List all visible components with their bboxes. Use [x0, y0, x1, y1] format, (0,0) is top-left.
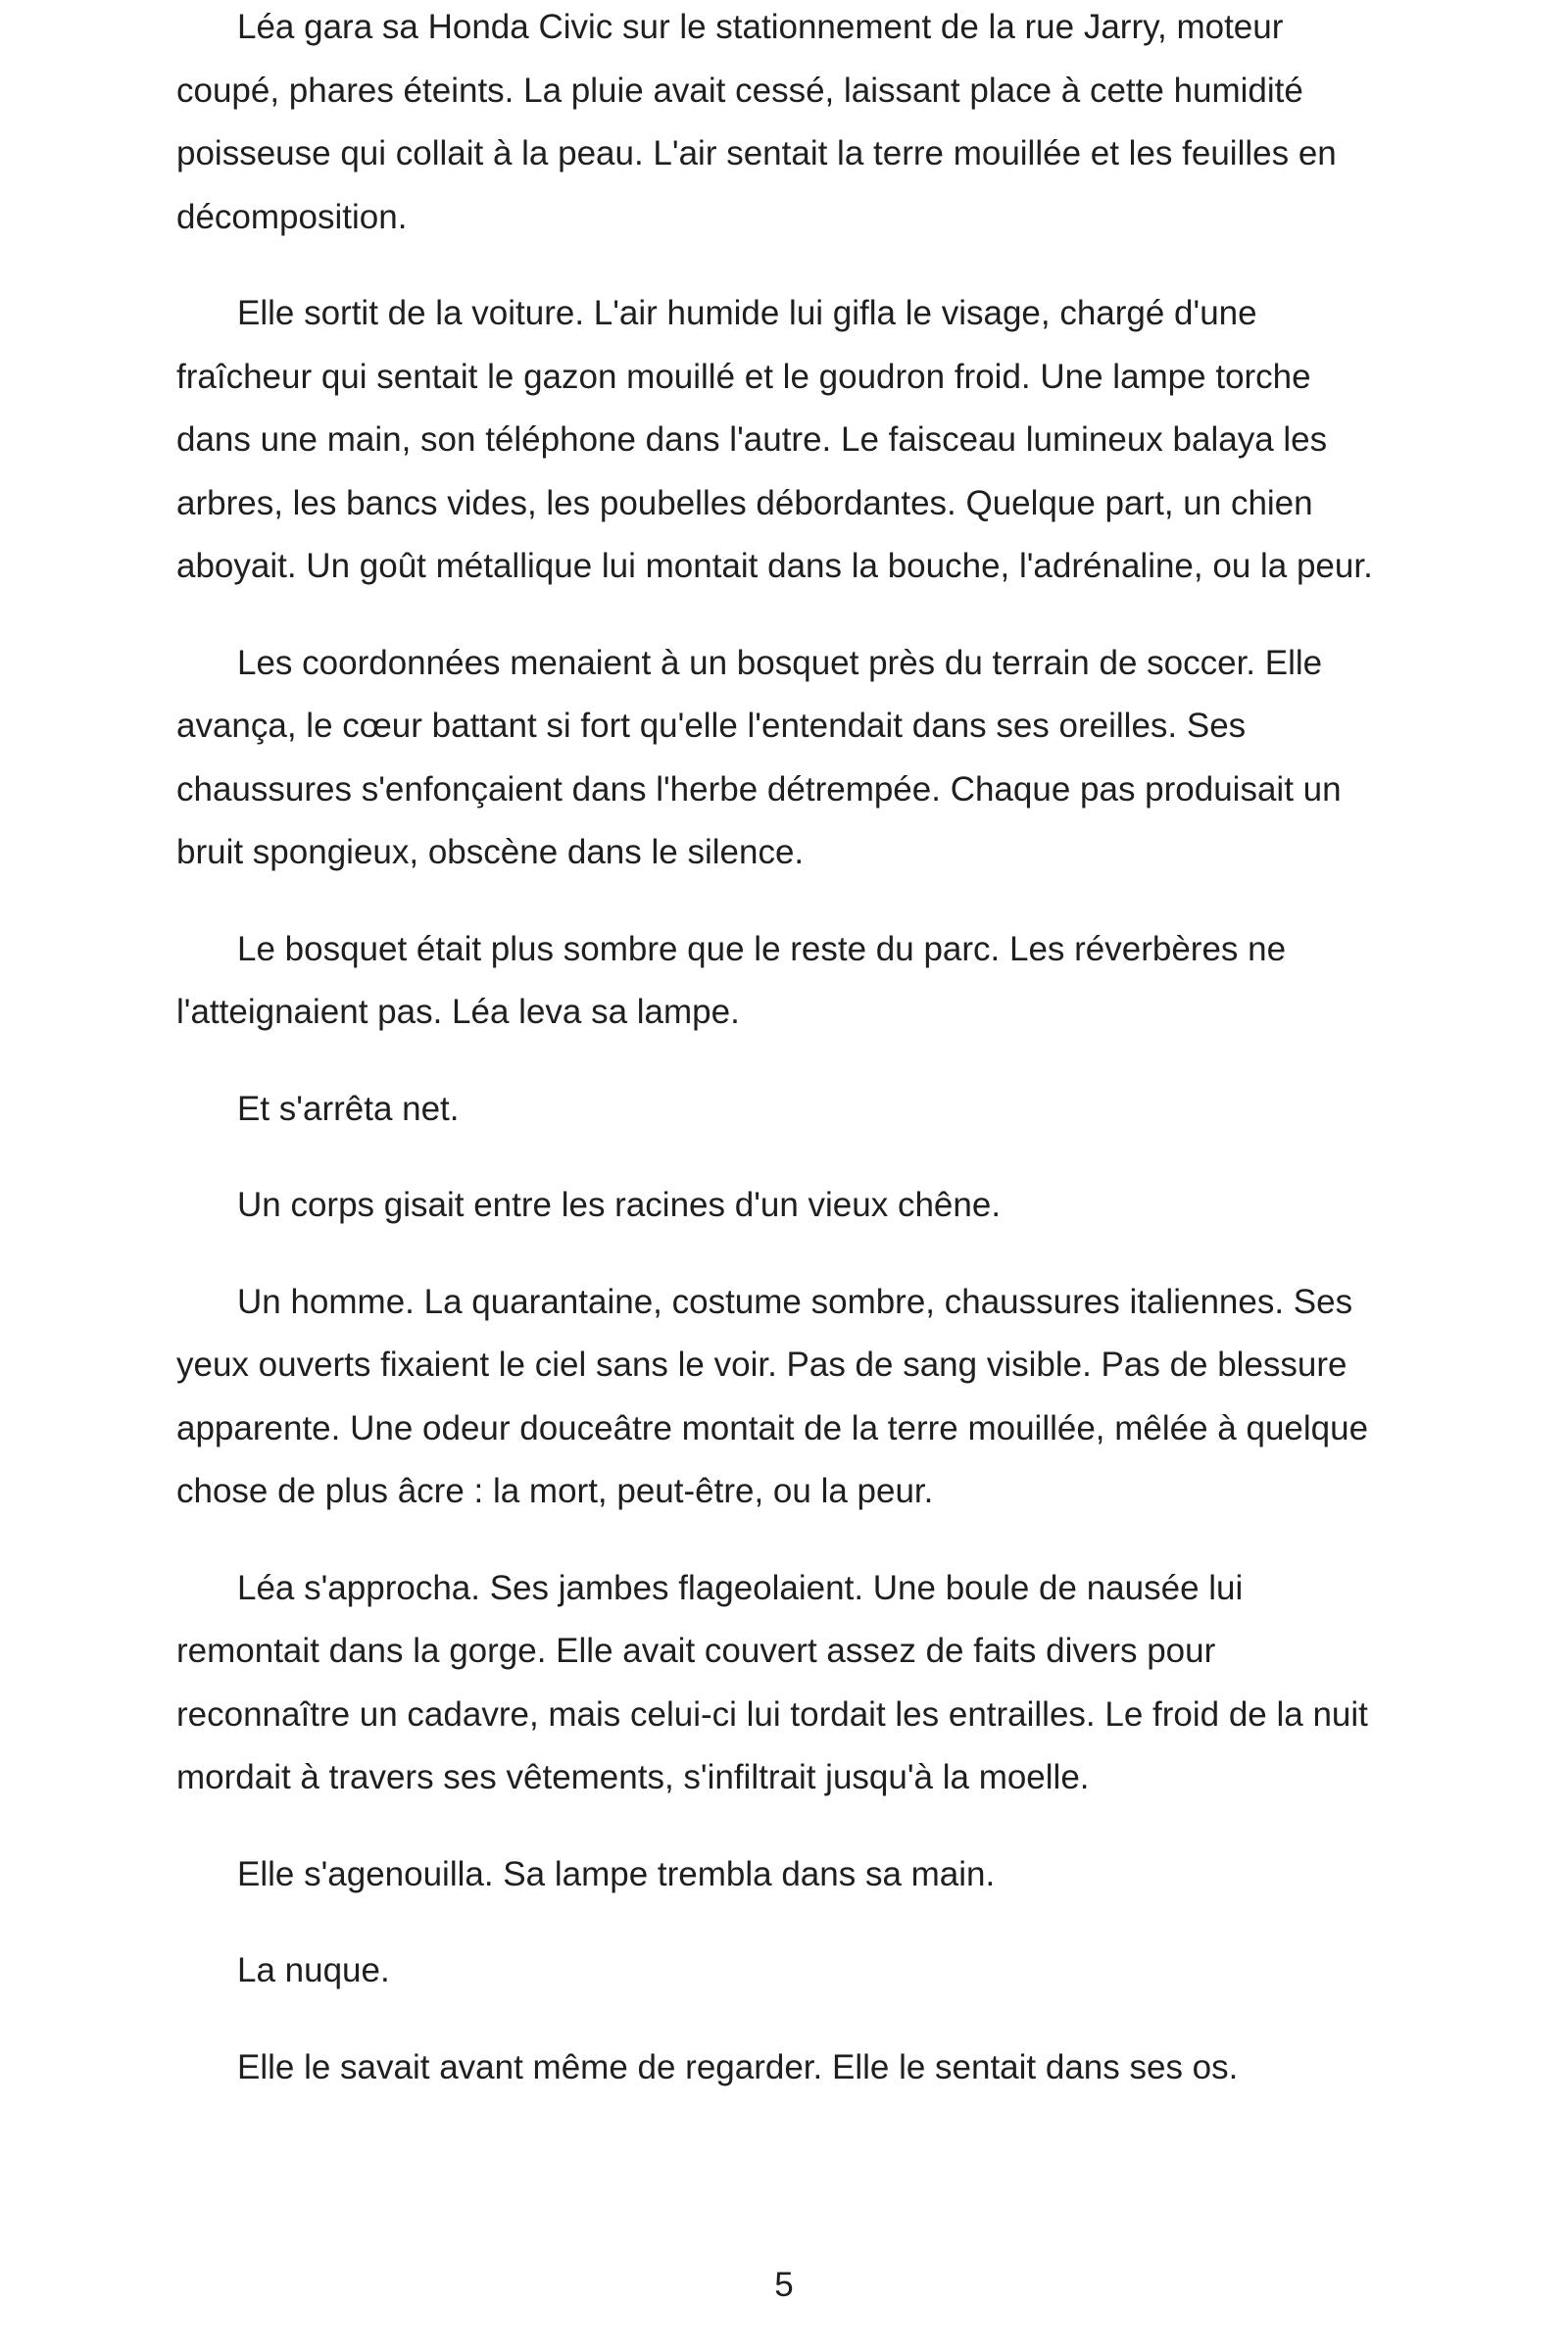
- paragraph: Elle le savait avant même de regarder. Elle le sentait dans ses os.: [237, 2047, 1239, 2086]
- paragraph: Léa s'approcha. Ses jambes flageolaient. Une boule de nausée lui remontait dans la gorge. Elle avait couvert assez de faits divers pour reconnaître un cadavre, mais celui-ci lui tordait les entrailles. Le froid de la nuit mordait à travers ses vêtements, s'infiltrait jusqu'à la moelle.: [176, 1568, 1368, 1796]
- paragraph: Le bosquet était plus sombre que le reste du parc. Les réverbères ne l'atteignaient pas. Léa leva sa lampe.: [176, 929, 1287, 1031]
- text-body: [176, 0, 1382, 2132]
- paragraph: La nuque.: [237, 1951, 390, 1989]
- paragraph: Et s'arrêta net.: [237, 1089, 460, 1128]
- page-number: 5: [774, 2266, 794, 2304]
- paragraph: Léa gara sa Honda Civic sur le stationnement de la rue Jarry, moteur coupé, phares éteints. La pluie avait cessé, laissant place à cette humidité poisseuse qui collait à la peau. L'air sentait la terre mouillée et les feuilles en décomposition.: [176, 8, 1337, 236]
- paragraph: Un corps gisait entre les racines d'un vieux chêne.: [237, 1186, 1002, 1224]
- paragraph: Un homme. La quarantaine, costume sombre, chaussures italiennes. Ses yeux ouverts fixaient le ciel sans le voir. Pas de sang visible. Pas de blessure apparente. Une odeur douceâtre montait de la terre mouillée, mêlée à quelque chose de plus âcre : la mort, peut-être, ou la peur.: [176, 1282, 1369, 1510]
- paragraph: Elle sortit de la voiture. L'air humide lui gifla le visage, chargé d'une fraîcheur qui sentait le gazon mouillé et le goudron froid. Une lampe torche dans une main, son téléphone dans l'autre. Le faisceau lumineux balaya les arbres, les bancs vides, les poubelles débordantes. Quelque part, un chien aboyait. Un goût métallique lui montait dans la bouche, l'adrénaline, ou la peur.: [176, 294, 1373, 585]
- paragraph: Les coordonnées menaient à un bosquet près du terrain de soccer. Elle avança, le cœur battant si fort qu'elle l'entendait dans ses oreilles. Ses chaussures s'enfonçaient dans l'herbe détrempée. Chaque pas produisait un bruit spongieux, obscène dans le silence.: [176, 643, 1342, 871]
- paragraph: Elle s'agenouilla. Sa lampe trembla dans sa main.: [237, 1854, 996, 1893]
